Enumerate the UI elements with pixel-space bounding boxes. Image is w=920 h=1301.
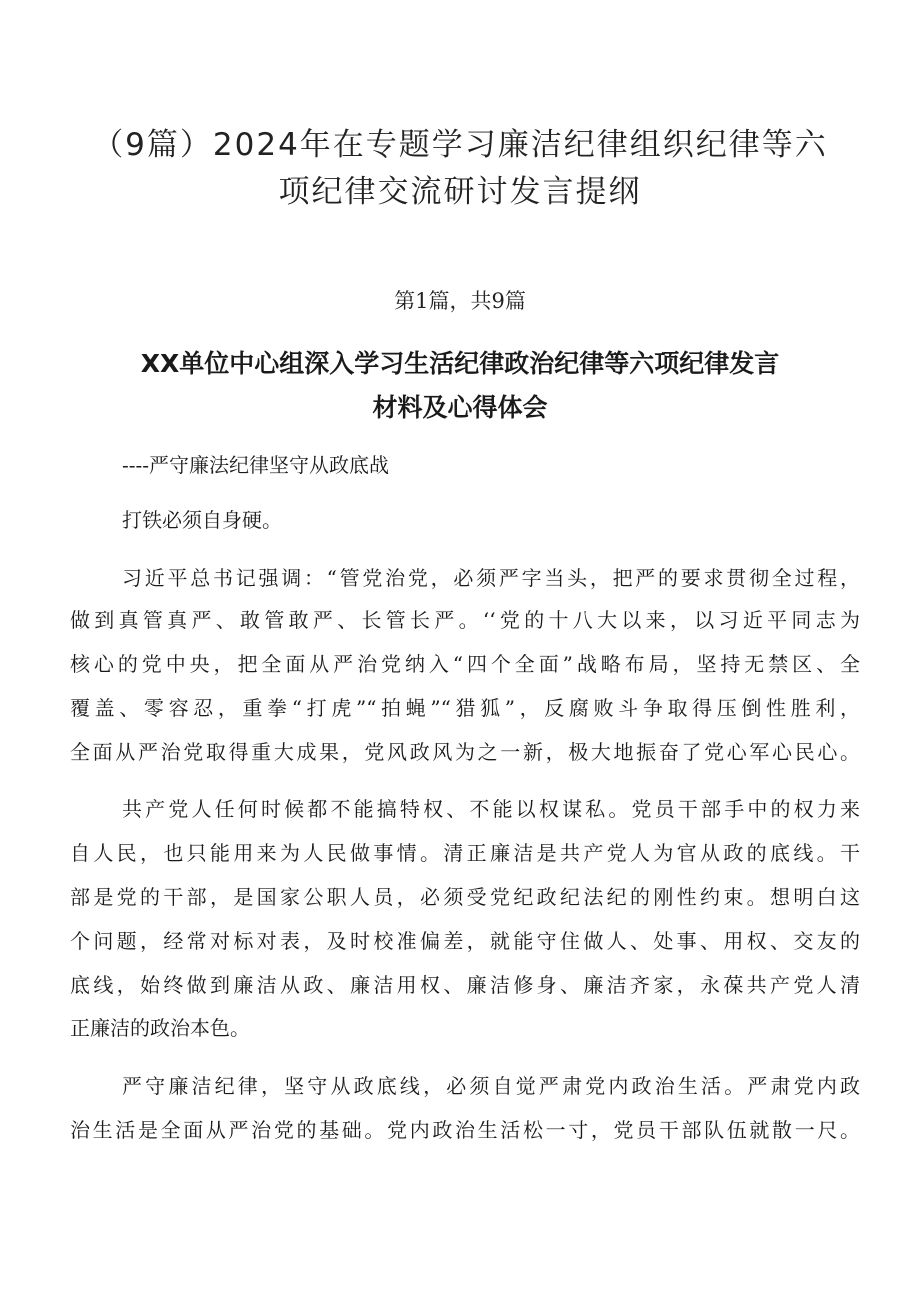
paragraph-3-line-3: 部是党的干部，是国家公职人员，必须受党纪政纪法纪的刚性约束。想明白这 (70, 885, 860, 909)
paragraph-1-line-1: 打铁必须自身硬。 (122, 508, 282, 532)
paragraph-2-line-1: 习近平总书记强调：“管党治党，必须严字当头，把严的要求贯彻全过程， (122, 566, 860, 590)
paragraph-4-line-1: 严守廉洁纪律，坚守从政底线，必须自觉严肃党内政治生活。严肃党内政 (122, 1074, 860, 1098)
section-title-line-1: XX单位中心组深入学习生活纪律政治纪律等六项纪律发言 (140, 349, 780, 378)
paragraph-2-line-3: 核心的党中央，把全面从严治党纳入“四个全面”战略布局，坚持无禁区、全 (70, 652, 860, 676)
part-label: 第1篇，共9篇 (394, 289, 526, 313)
paragraph-3-line-5: 底线，始终做到廉洁从政、廉洁用权、廉洁修身、廉洁齐家，永葆共产党人清 (70, 973, 860, 997)
paragraph-4-line-2: 治生活是全面从严治党的基础。党内政治生活松一寸，党员干部队伍就散一尺。 (70, 1118, 860, 1142)
paragraph-3-line-1: 共产党人任何时候都不能搞特权、不能以权谋私。党员干部手中的权力来 (122, 797, 860, 821)
section-title-line-2: 材料及心得体会 (372, 393, 548, 422)
paragraph-2-line-5: 全面从严治党取得重大成果，党风政风为之一新，极大地振奋了党心军心民心。 (70, 740, 860, 764)
paragraph-3-line-2: 自人民，也只能用来为人民做事情。清正廉洁是共产党人为官从政的底线。干 (70, 841, 860, 865)
paragraph-3-line-6: 正廉洁的政治本色。 (70, 1016, 250, 1040)
document-title-line-2: 项纪律交流研讨发言提纲 (278, 174, 642, 210)
tagline: ----严守廉法纪律坚守从政底战 (122, 453, 390, 477)
paragraph-2-line-2: 做到真管真严、敢管敢严、长管长严。‘‘党的十八大以来，以习近平同志为 (70, 608, 860, 632)
document-title-line-1: （9篇）2024年在专题学习廉洁纪律组织纪律等六 (92, 127, 828, 163)
paragraph-2-line-4: 覆盖、零容忍，重拳“打虎”“拍蝇”“猎狐”，反腐败斗争取得压倒性胜利， (70, 696, 860, 720)
paragraph-3-line-4: 个问题，经常对标对表，及时校准偏差，就能守住做人、处事、用权、交友的 (70, 929, 860, 953)
